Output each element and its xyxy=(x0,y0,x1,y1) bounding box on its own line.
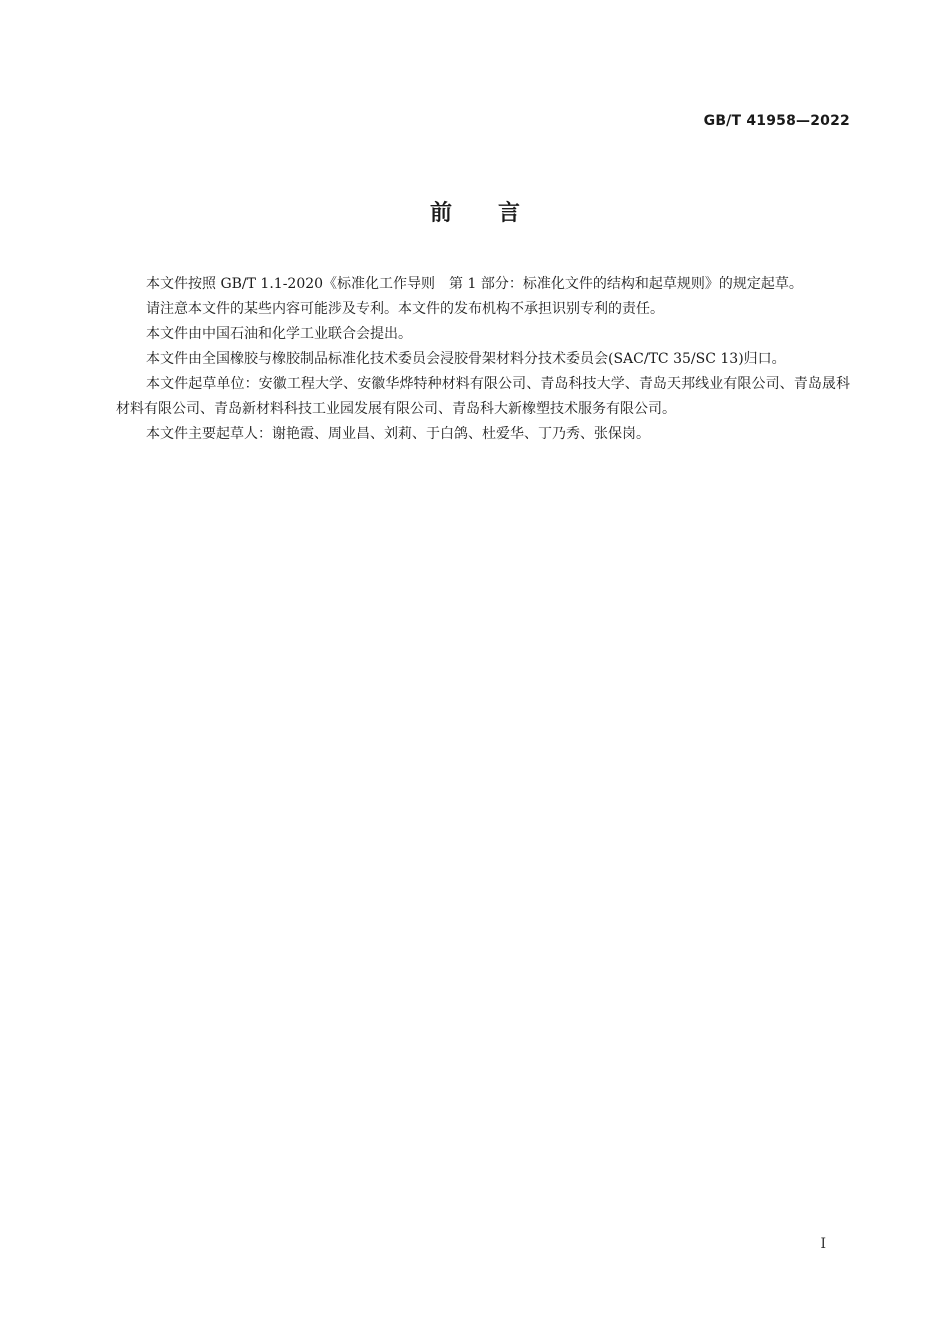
paragraph-patent-notice: 请注意本文件的某些内容可能涉及专利。本文件的发布机构不承担识别专利的责任。 xyxy=(146,301,664,317)
foreword-body xyxy=(116,272,850,447)
page-number: I xyxy=(820,1236,826,1252)
paragraph-drafting-units: 本文件起草单位：安徽工程大学、安徽华烨特种材料有限公司、青岛科技大学、青岛天邦线业有限公司、青岛晟科材料有限公司、青岛新材料科技工业园发展有限公司、青岛科大新橡塑技术服务有限公司。 xyxy=(116,376,850,417)
paragraph-drafting-rules: 本文件按照 GB/T 1.1-2020《标准化工作导则 第 1 部分：标准化文件的结构和起草规则》的规定起草。 xyxy=(146,276,803,292)
standard-number: GB/T 41958—2022 xyxy=(703,113,850,129)
paragraph-proposer: 本文件由中国石油和化学工业联合会提出。 xyxy=(146,326,412,342)
paragraph-committee: 本文件由全国橡胶与橡胶制品标准化技术委员会浸胶骨架材料分技术委员会(SAC/TC 35/SC 13)归口。 xyxy=(146,351,786,367)
section-title: 前言 xyxy=(429,201,566,226)
paragraph-drafters: 本文件主要起草人：谢艳霞、周业昌、刘莉、于白鸽、杜爱华、丁乃秀、张保岗。 xyxy=(146,426,650,442)
